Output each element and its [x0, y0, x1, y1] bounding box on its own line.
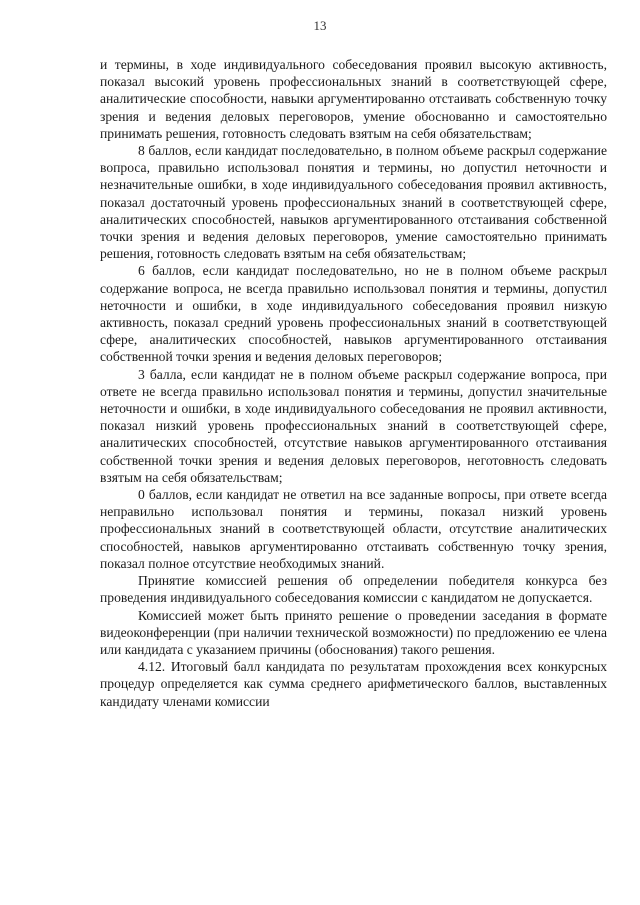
page-number: 13 [313, 18, 327, 33]
paragraph-4-12: 4.12. Итоговый балл кандидата по результатам прохождения всех конкурсных процедур определяется как сумма среднего арифметического баллов, выставленных кандидату членами комиссии [100, 659, 607, 709]
paragraph-6-points: 6 баллов, если кандидат последовательно, но не в полном объеме раскрыл содержание вопроса, не всегда правильно использовал понятия и термины, допустил неточности и ошибки, в ходе индивидуального собеседования проявил низкую активность, показал средний уровень профессиональных знаний в соответствующей сфере, аналитических способностей, навыков аргументированного отстаивания собственной точки зрения и ведения деловых переговоров; [100, 263, 607, 365]
paragraph-continuation: и термины, в ходе индивидуального собеседования проявил высокую активность, показал высокий уровень профессиональных знаний в соответствующей сфере, аналитические способности, навыки аргументированно отстаивать собственную точку зрения и ведения деловых переговоров, умение обоснованно и самостоятельно принимать решения, готовность следовать взятым на себя обязательствам; [100, 57, 607, 141]
paragraph-0-points: 0 баллов, если кандидат не ответил на все заданные вопросы, при ответе всегда неправильно использовал понятия и термины, показал низкий уровень профессиональных знаний в соответствующей области, отсутствие аналитических способностей, навыков аргументированно отстаивать собственную точку зрения, показал полное отсутствие необходимых знаний. [100, 487, 607, 571]
paragraph-8-points: 8 баллов, если кандидат последовательно, в полном объеме раскрыл содержание вопроса, правильно использовал понятия и термины, но допустил неточности и незначительные ошибки, в ходе индивидуального собеседования проявил активность, показал достаточный уровень профессиональных знаний в соответствующей сфере, аналитических способностей, навыков аргументированного отстаивания собственной точки зрения и ведения деловых переговоров, умение самостоятельно принимать решения, готовность следовать взятым на себя обязательствам; [100, 143, 607, 262]
paragraph-no-interview: Принятие комиссией решения об определении победителя конкурса без проведения индивидуального собеседования комиссии с кандидатом не допускается. [100, 573, 607, 606]
paragraph-videoconference: Комиссией может быть принято решение о проведении заседания в формате видеоконференции (при наличии технической возможности) по предложению ее члена или кандидата с указанием причины (обоснования) такого решения. [100, 607, 607, 657]
document-body [100, 56, 607, 710]
paragraph-3-points: 3 балла, если кандидат не в полном объеме раскрыл содержание вопроса, при ответе не всегда правильно использовал понятия и термины, допустил значительные неточности и ошибки, в ходе индивидуального собеседования не проявил активности, показал низкий уровень профессиональных знаний в соответствующей сфере, аналитических способностей, отсутствие навыков аргументированного отстаивания собственной точки зрения и ведения деловых переговоров, неготовность следовать взятым на себя обязательствам; [100, 366, 607, 485]
